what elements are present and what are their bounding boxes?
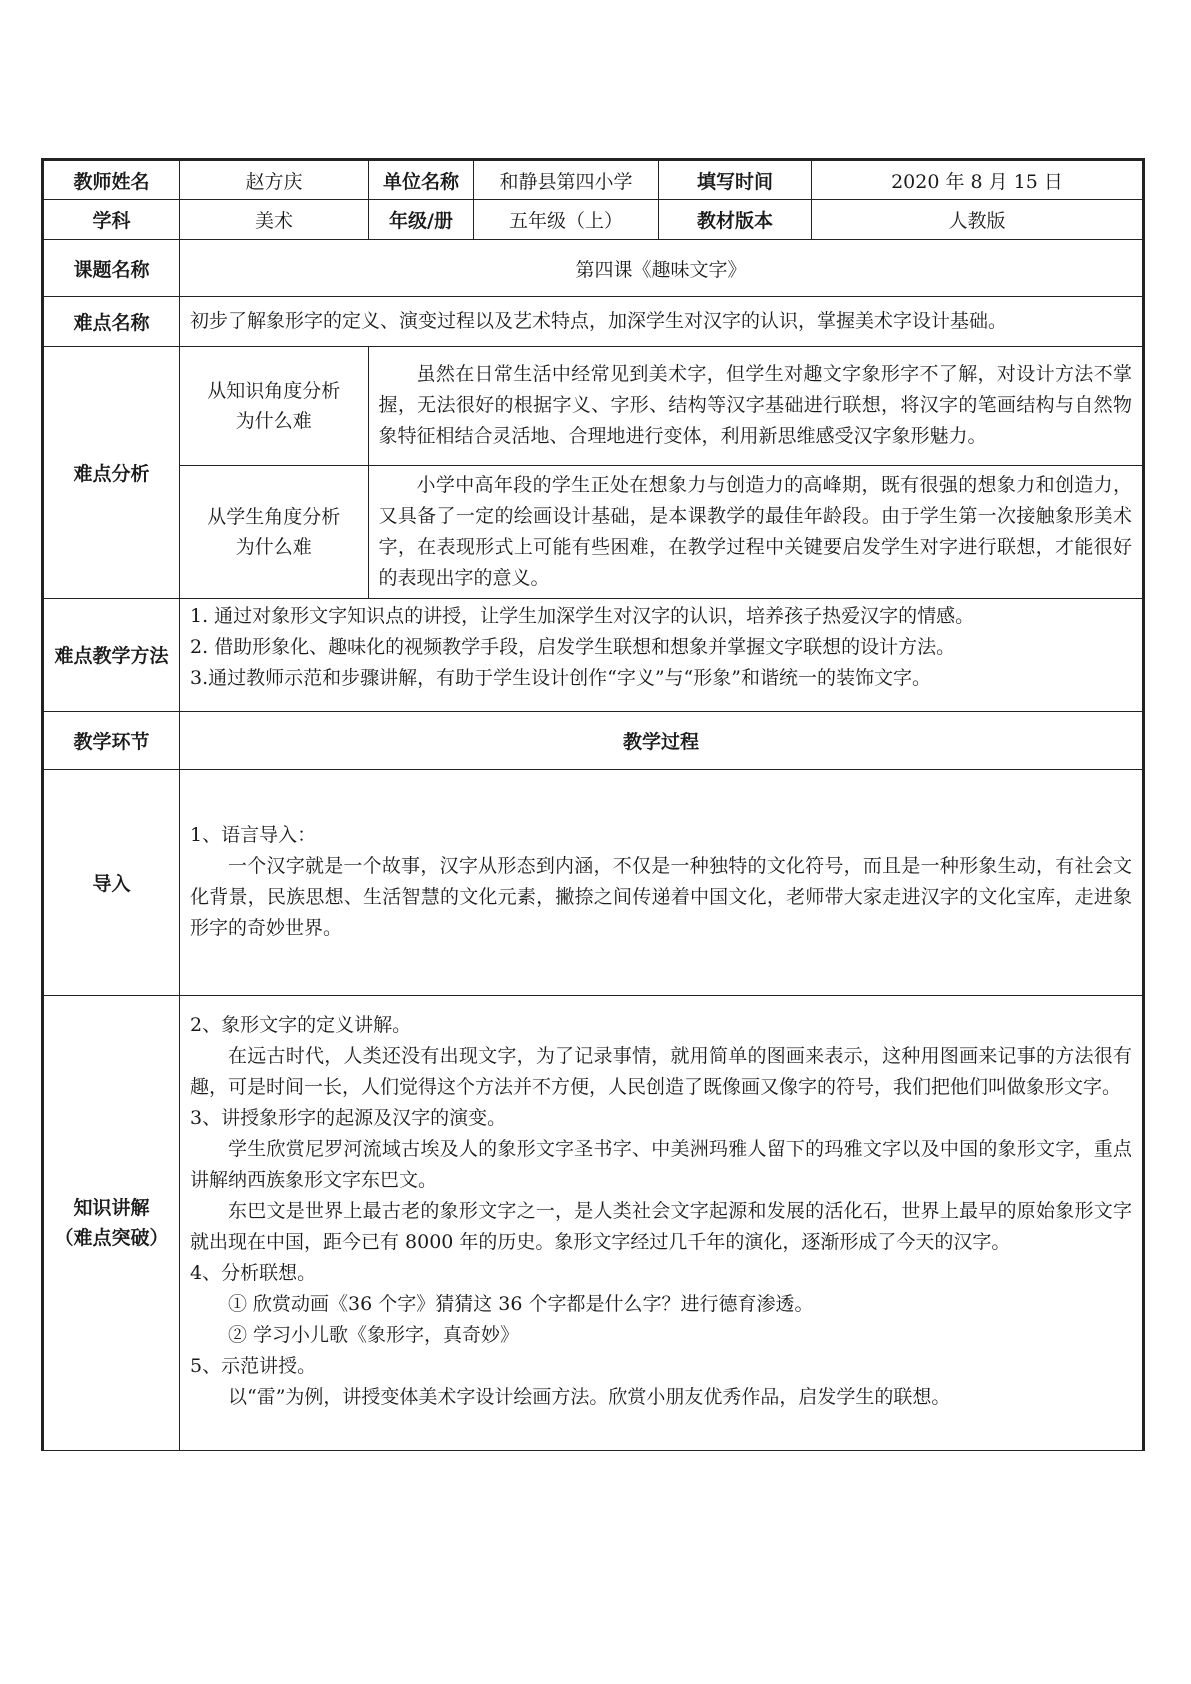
difficulty-row [43, 297, 1144, 347]
topic-label: 课题名称 [43, 240, 180, 297]
k-text-3: 东巴文是世界上最古老的象形文字之一，是人类社会文字起源和发展的活化石，世界上最早的原始象形文字就出现在中国，距今已有 8000 年的历史。象形文字经过几千年的演化，逐渐形成了今天的汉字。 [190, 1199, 1132, 1253]
subject-label: 学科 [43, 200, 180, 240]
analysis-inner-table [180, 347, 1142, 598]
lesson-plan-table [41, 158, 1145, 1451]
k-item-2: ② 学习小儿歌《象形字，真奇妙》 [228, 1323, 520, 1346]
subject-value: 美术 [180, 200, 369, 240]
method-content [180, 598, 1144, 711]
topic-value: 第四课《趣味文字》 [180, 240, 1144, 297]
analysis-row [43, 347, 1144, 599]
fill-time-value: 2020 年 8 月 15 日 [812, 160, 1144, 200]
analysis-knowledge-row [180, 347, 1142, 465]
method-row [43, 598, 1144, 711]
difficulty-label: 难点名称 [43, 297, 180, 347]
intro-row [43, 769, 1144, 995]
difficulty-value: 初步了解象形字的定义、演变过程以及艺术特点，加深学生对汉字的认识，掌握美术字设计基础。 [180, 297, 1144, 347]
intro-text: 一个汉字就是一个故事，汉字从形态到内涵，不仅是一种独特的文化符号，而且是一种形象生动，有社会文化背景，民族思想、生活智慧的文化元素，撇捺之间传递着中国文化，老师带大家走进汉字的文化宝库，走进象形字的奇妙世界。 [190, 855, 1132, 939]
method-item-3: 3.通过教师示范和步骤讲解，有助于学生设计创作“字义”与“形象”和谐统一的装饰文字。 [190, 666, 931, 689]
lesson-plan-sheet [41, 158, 1142, 1451]
knowledge-content [180, 995, 1144, 1450]
fill-time-label: 填写时间 [659, 160, 812, 200]
method-item-2: 2. 借助形象化、趣味化的视频教学手段，启发学生联想和想象并掌握文字联想的设计方法。 [190, 635, 956, 658]
topic-row [43, 240, 1144, 297]
teacher-name-value: 赵方庆 [180, 160, 369, 200]
knowledge-label [43, 995, 180, 1450]
process-header-row [43, 711, 1144, 769]
knowledge-angle-label: 从知识角度分析为什么难 [180, 347, 368, 465]
analysis-content [180, 347, 1144, 599]
process-header: 教学过程 [180, 711, 1144, 769]
student-angle-label: 从学生角度分析为什么难 [180, 465, 368, 598]
k-text-1: 在远古时代，人类还没有出现文字，为了记录事情，就用简单的图画来表示，这种用图画来记事的方法很有趣，可是时间一长，人们觉得这个方法并不方便，人民创造了既像画又像字的符号，我们把他们叫做象形文字。 [190, 1044, 1132, 1098]
analysis-student-row [180, 465, 1142, 598]
info-row-2 [43, 200, 1144, 240]
k-item-1: ① 欣赏动画《36 个字》猜猜这 36 个字都是什么字？进行德育渗透。 [228, 1292, 814, 1315]
intro-label: 导入 [43, 769, 180, 995]
k-title-2: 3、讲授象形字的起源及汉字的演变。 [190, 1106, 507, 1129]
student-angle-text: 小学中高年段的学生正处在想象力与创造力的高峰期，既有很强的想象力和创造力，又具备了一定的绘画设计基础，是本课教学的最佳年龄段。由于学生第一次接触象形美术字，在表现形式上可能有些困难，在教学过程中关键要启发学生对字进行联想，才能很好的表现出字的意义。 [368, 465, 1142, 598]
grade-label: 年级/册 [369, 200, 474, 240]
method-item-1: 1. 通过对象形文字知识点的讲授，让学生加深学生对汉字的认识，培养孩子热爱汉字的情感。 [190, 604, 975, 627]
intro-content [180, 769, 1144, 995]
stage-header: 教学环节 [43, 711, 180, 769]
method-label: 难点教学方法 [43, 598, 180, 711]
unit-name-value: 和静县第四小学 [474, 160, 659, 200]
k-title-4: 5、示范讲授。 [190, 1354, 317, 1377]
intro-title: 1、语言导入： [190, 824, 317, 846]
k-title-3: 4、分析联想。 [190, 1261, 317, 1284]
knowledge-row [43, 995, 1144, 1450]
k-title-1: 2、象形文字的定义讲解。 [190, 1013, 412, 1036]
edition-label: 教材版本 [659, 200, 812, 240]
unit-name-label: 单位名称 [369, 160, 474, 200]
knowledge-label-line-2: （难点突破） [54, 1226, 169, 1249]
knowledge-angle-text: 虽然在日常生活中经常见到美术字，但学生对趣文字象形字不了解，对设计方法不掌握，无法很好的根据字义、字形、结构等汉字基础进行联想，将汉字的笔画结构与自然物象特征相结合灵活地、合理地进行变体，利用新思维感受汉字象形魅力。 [378, 363, 1132, 448]
knowledge-label-line-1: 知识讲解 [73, 1196, 150, 1219]
info-row-1 [43, 160, 1144, 200]
edition-value: 人教版 [812, 200, 1144, 240]
grade-value: 五年级（上） [474, 200, 659, 240]
teacher-name-label: 教师姓名 [43, 160, 180, 200]
k-text-2: 学生欣赏尼罗河流域古埃及人的象形文字圣书字、中美洲玛雅人留下的玛雅文字以及中国的象形文字，重点讲解纳西族象形文字东巴文。 [190, 1137, 1132, 1191]
analysis-label: 难点分析 [43, 347, 180, 599]
k-text-4: 以“雷”为例，讲授变体美术字设计绘画方法。欣赏小朋友优秀作品，启发学生的联想。 [228, 1385, 951, 1408]
